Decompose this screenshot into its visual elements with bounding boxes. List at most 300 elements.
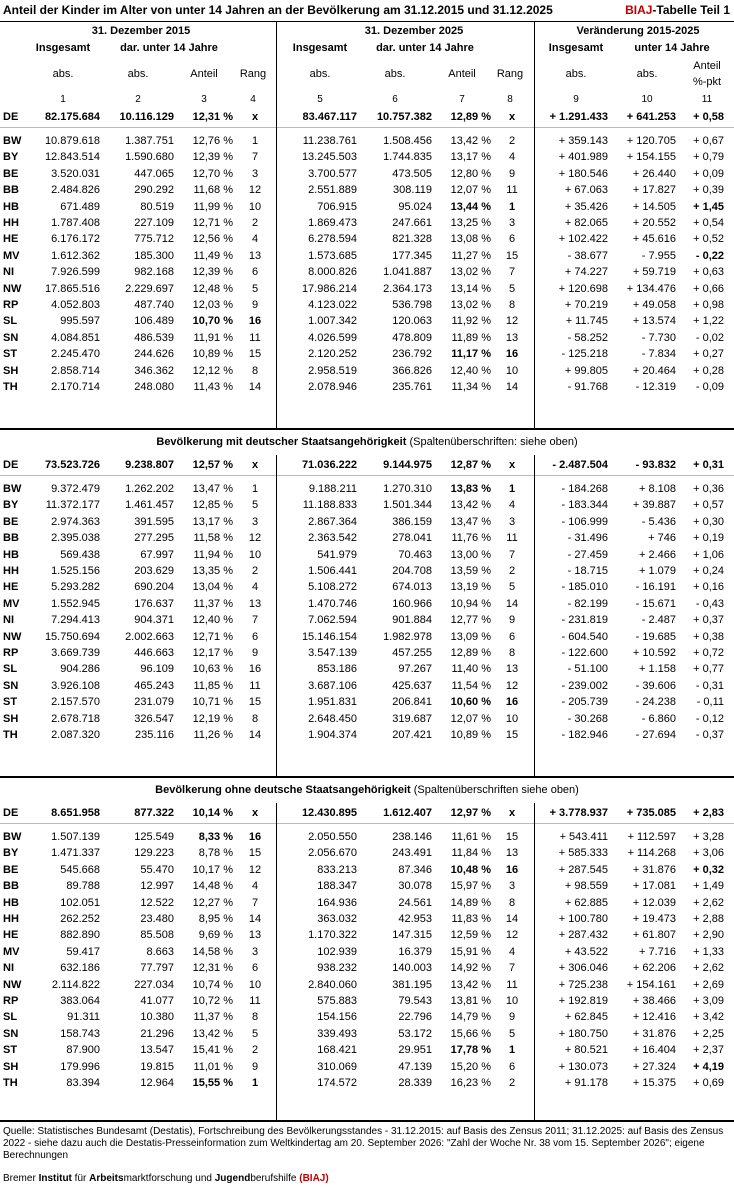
table-cell: + 12.039: [632, 896, 676, 909]
table-cell: 9.188.211: [308, 483, 357, 495]
table-cell: 12,56 %: [192, 233, 233, 246]
table-cell: + 20.464: [632, 364, 676, 377]
table-cell: + 20.552: [632, 217, 676, 229]
table-cell: + 0,98: [693, 299, 724, 311]
table-cell: 71.036.222: [301, 459, 357, 471]
table-cell: 12,59 %: [450, 929, 491, 942]
column-number: 7: [459, 94, 465, 105]
table-cell: 14: [248, 729, 262, 741]
table-row: [0, 1075, 734, 1092]
table-cell: 10,74 %: [192, 978, 233, 991]
table-cell: 11,58 %: [193, 532, 233, 545]
table-cell: + 74.227: [564, 266, 608, 279]
table-cell: + 3,06: [693, 847, 724, 860]
table-cell: 1.501.344: [383, 499, 432, 512]
row-label: BE: [3, 863, 19, 876]
table-cell: 177.345: [392, 249, 432, 262]
table-cell: + 15.375: [632, 1077, 676, 1089]
row-label: BB: [3, 532, 19, 545]
table-cell: 11,76 %: [451, 532, 491, 545]
table-row: [0, 694, 734, 711]
source-note: Quelle: Statistisches Bundesamt (Destatis), Fortschreibung des Bevölkerungsstandes - 31.12.2015: auf Basis des Zensus 2011; 31.12.2025: auf Basis des Zensus 2022 - siehe dazu auch die Destatis-Presseinformation zum Weltkindertag am 20. September 2026: "Zahl der Woche Nr. 38 vom 15. September 2026"; eigene Berechnungen: [3, 1126, 724, 1161]
table-cell: 2.078.946: [308, 381, 357, 393]
table-row: [0, 829, 734, 846]
table-cell: 9,69 %: [198, 929, 233, 942]
table-cell: + 1,33: [693, 945, 724, 958]
table-cell: 277.295: [134, 532, 174, 545]
row-label: ST: [3, 1044, 18, 1057]
table-cell: 1.270.310: [383, 483, 432, 495]
row-label: ST: [3, 696, 18, 709]
table-cell: 2.858.714: [51, 364, 100, 377]
table-cell: + 1.158: [638, 663, 676, 676]
table-cell: 59.417: [66, 945, 100, 958]
table-row: [0, 547, 734, 564]
table-cell: 22.796: [398, 1011, 432, 1024]
table-cell: 188.347: [317, 880, 357, 893]
table-cell: 53.172: [398, 1027, 432, 1040]
table-cell: 2: [251, 565, 259, 577]
table-cell: - 7.834: [641, 348, 676, 361]
table-cell: 10,48 %: [450, 863, 491, 876]
table-cell: 12.522: [140, 896, 174, 909]
table-cell: + 134.476: [626, 282, 676, 295]
table-cell: 16: [505, 348, 519, 361]
table-cell: 243.491: [392, 847, 432, 860]
table-cell: + 0,66: [693, 282, 724, 295]
table-cell: 6: [251, 630, 259, 643]
table-cell: 1.590.680: [125, 151, 174, 164]
table-cell: + 91.178: [564, 1077, 608, 1089]
table-cell: 2.678.718: [51, 712, 100, 725]
table-cell: 47.139: [398, 1060, 432, 1073]
table-cell: + 154.161: [626, 978, 676, 991]
table-cell: - 0,12: [695, 712, 724, 725]
table-row: [0, 944, 734, 961]
table-cell: - 0,11: [696, 696, 724, 709]
table-cell: 13,08 %: [450, 233, 491, 246]
table-cell: + 27.324: [632, 1060, 676, 1073]
institute-line: [3, 1173, 329, 1184]
table-row: [0, 579, 734, 596]
row-label: NI: [3, 266, 14, 279]
table-cell: + 12.416: [632, 1011, 676, 1024]
table-cell: + 130.073: [558, 1060, 608, 1073]
table-cell: 13,17 %: [450, 151, 491, 164]
table-cell: 11,54 %: [451, 679, 491, 692]
table-cell: 4.123.022: [308, 299, 357, 311]
row-label: HE: [3, 929, 19, 942]
table-row: [0, 166, 734, 183]
table-cell: 83.394: [66, 1077, 100, 1089]
table-cell: 8: [508, 896, 516, 909]
table-cell: 6.278.594: [308, 233, 357, 246]
table-cell: 5.108.272: [308, 581, 357, 594]
table-cell: 2.050.550: [308, 831, 357, 843]
table-cell: 5: [251, 1027, 259, 1040]
section-divider: [0, 428, 734, 430]
table-cell: 1.612.407: [383, 807, 432, 819]
table-cell: 203.629: [134, 565, 174, 577]
table-cell: 2: [508, 1077, 516, 1089]
table-cell: - 0,43: [695, 597, 724, 610]
table-cell: 1: [508, 483, 516, 495]
table-cell: 775.712: [134, 233, 174, 246]
table-cell: + 180.546: [558, 167, 608, 180]
table-cell: 10,17 %: [192, 863, 233, 876]
table-cell: 16.379: [398, 945, 432, 958]
table-cell: 1.525.156: [51, 565, 100, 577]
section-heading-note: (Spaltenüberschriften siehe oben): [410, 784, 579, 796]
table-cell: 4.052.803: [51, 299, 100, 311]
table-cell: 8.651.958: [51, 807, 100, 819]
table-cell: + 2,37: [693, 1044, 724, 1057]
row-label: SH: [3, 712, 19, 725]
table-cell: 12,19 %: [192, 712, 233, 725]
header-group-change: Veränderung 2015-2025: [576, 25, 700, 37]
table-row: [0, 878, 734, 895]
table-cell: 15.146.154: [301, 630, 357, 643]
table-cell: 487.740: [134, 299, 174, 311]
table-row: [0, 862, 734, 879]
table-row: [0, 264, 734, 281]
table-cell: 73.523.726: [44, 459, 100, 471]
table-cell: 12,57 %: [192, 459, 233, 471]
table-cell: 16: [505, 696, 519, 709]
table-cell: 89.788: [66, 880, 100, 893]
table-cell: 158.743: [60, 1027, 100, 1040]
table-cell: - 0,22: [695, 249, 724, 262]
table-cell: 13,14 %: [450, 282, 491, 295]
column-number: 10: [641, 94, 653, 105]
table-cell: 326.547: [134, 712, 174, 725]
table-cell: 4.026.599: [308, 331, 357, 344]
table-cell: + 0,19: [693, 532, 724, 545]
table-cell: 102.051: [60, 896, 100, 909]
table-cell: 13: [248, 597, 262, 610]
section-heading: [0, 436, 734, 448]
row-label: TH: [3, 729, 18, 741]
table-cell: 1.470.746: [308, 597, 357, 610]
table-row: [0, 182, 734, 199]
table-cell: 1.552.945: [51, 597, 100, 610]
institute-name-part: Bremer: [3, 1173, 39, 1184]
table-cell: 575.883: [317, 995, 357, 1007]
table-cell: 83.467.117: [302, 111, 357, 123]
table-cell: 853.186: [317, 663, 357, 676]
table-cell: 12,31 %: [192, 962, 233, 975]
header-rang-4: Rang: [239, 68, 267, 80]
column-number: 4: [250, 94, 256, 105]
table-cell: - 184.268: [561, 483, 608, 495]
table-cell: - 6.860: [641, 712, 676, 725]
table-cell: - 106.999: [561, 515, 608, 528]
table-cell: 1.951.831: [308, 696, 357, 709]
table-cell: 11,85 %: [193, 679, 233, 692]
table-cell: 262.252: [60, 913, 100, 925]
table-cell: - 91.768: [567, 381, 608, 393]
table-cell: + 35.426: [564, 200, 608, 213]
table-cell: 12,76 %: [192, 135, 233, 147]
table-cell: 204.708: [392, 565, 432, 577]
table-cell: 11,43 %: [193, 381, 233, 393]
table-cell: 1.573.685: [308, 249, 357, 262]
row-label: SL: [3, 663, 18, 676]
table-cell: 3.547.139: [308, 647, 357, 659]
row-label: BY: [3, 847, 19, 860]
table-cell: 30.078: [398, 880, 432, 893]
table-cell: 15,91 %: [450, 945, 491, 958]
table-cell: 8: [251, 1011, 259, 1024]
table-cell: 1: [508, 1044, 516, 1057]
table-cell: 235.761: [392, 381, 432, 393]
table-cell: + 154.155: [626, 151, 676, 164]
row-label: RP: [3, 299, 19, 311]
table-cell: + 102.422: [558, 233, 608, 246]
badge-brand: BIAJ: [625, 3, 653, 17]
table-row: [0, 281, 734, 298]
table-row: [0, 927, 734, 944]
table-cell: 12,89 %: [450, 111, 491, 123]
table-cell: + 61.807: [632, 929, 676, 942]
table-cell: 882.890: [60, 929, 100, 942]
row-label: SN: [3, 331, 19, 344]
row-label: BW: [3, 831, 22, 843]
row-label: BW: [3, 483, 22, 495]
table-cell: + 38.466: [632, 995, 676, 1007]
row-label: BB: [3, 184, 19, 197]
table-cell: 96.109: [140, 663, 174, 676]
row-label: SN: [3, 679, 19, 692]
table-cell: 12,40 %: [192, 614, 233, 627]
table-cell: 15.750.694: [44, 630, 100, 643]
table-cell: 2.002.663: [125, 630, 174, 643]
table-cell: - 185.010: [561, 581, 608, 594]
table-cell: 12.843.514: [44, 151, 100, 164]
table-cell: 2.840.060: [308, 978, 357, 991]
table-cell: - 51.100: [567, 663, 608, 676]
table-cell: 7: [251, 614, 259, 627]
table-cell: 2.648.450: [308, 712, 357, 725]
table-cell: + 62.206: [632, 962, 676, 975]
column-number: 8: [507, 94, 513, 105]
table-cell: 12.997: [140, 880, 174, 893]
table-cell: 5: [508, 282, 516, 295]
table-cell: - 16.191: [635, 581, 676, 594]
table-cell: + 359.143: [558, 135, 608, 147]
table-cell: 11,61 %: [451, 831, 491, 843]
table-cell: + 49.058: [632, 299, 676, 311]
row-label: NW: [3, 282, 22, 295]
table-row: [0, 297, 734, 314]
table-cell: - 31.496: [567, 532, 608, 545]
table-cell: 2.363.542: [308, 532, 357, 545]
table-cell: 16: [505, 863, 519, 876]
table-cell: 14,58 %: [192, 945, 233, 958]
table-cell: 11,99 %: [193, 200, 233, 213]
table-cell: 11: [249, 679, 261, 692]
table-cell: + 0,69: [693, 1077, 724, 1089]
table-cell: 7.062.594: [308, 614, 357, 627]
table-cell: 2.245.470: [51, 348, 100, 361]
header-divider: [0, 21, 734, 22]
table-cell: + 14.505: [632, 200, 676, 213]
table-cell: 12,70 %: [192, 167, 233, 180]
table-cell: + 112.597: [627, 831, 676, 843]
table-cell: 386.159: [392, 515, 432, 528]
table-cell: - 39.606: [635, 679, 676, 692]
column-number: 5: [317, 94, 323, 105]
table-cell: 425.637: [392, 679, 432, 692]
table-cell: 674.013: [392, 581, 432, 594]
table-cell: 12,39 %: [192, 266, 233, 279]
table-cell: 7: [508, 548, 516, 561]
table-cell: + 0,16: [693, 581, 724, 594]
table-cell: 12.430.895: [301, 807, 357, 819]
table-cell: 339.493: [317, 1027, 357, 1040]
table-cell: 6: [251, 266, 259, 279]
row-label: SL: [3, 1011, 18, 1024]
table-cell: - 27.694: [635, 729, 676, 741]
header-abs-10: abs.: [636, 68, 658, 80]
table-cell: 1.507.139: [51, 831, 100, 843]
row-label: NW: [3, 978, 22, 991]
table-row: [0, 711, 734, 728]
table-cell: 10: [248, 978, 262, 991]
table-row: [0, 133, 734, 150]
row-label: TH: [3, 1077, 18, 1089]
table-cell: 10,94 %: [450, 597, 491, 610]
table-cell: 290.292: [134, 184, 174, 197]
table-cell: + 114.268: [627, 847, 676, 860]
table-cell: 2.056.670: [308, 847, 357, 860]
column-number: 2: [135, 94, 141, 105]
table-cell: 15: [248, 348, 262, 361]
table-cell: - 125.218: [561, 348, 608, 361]
header-unter14-3: unter 14 Jahre: [634, 42, 710, 54]
table-cell: - 0,31: [695, 679, 724, 692]
table-cell: - 15.671: [635, 597, 676, 610]
table-cell: 904.371: [134, 614, 174, 627]
row-label: HB: [3, 548, 19, 561]
table-cell: + 641.253: [626, 111, 676, 123]
table-cell: + 120.698: [558, 282, 608, 295]
table-cell: 10: [505, 995, 519, 1007]
table-row: [0, 514, 734, 531]
table-cell: 11,91 %: [193, 331, 233, 344]
table-cell: 6: [508, 1060, 516, 1073]
table-cell: 12,40 %: [450, 364, 491, 377]
table-cell: 2.974.363: [51, 515, 100, 528]
table-cell: 15,97 %: [450, 880, 491, 893]
table-cell: 11,94 %: [193, 548, 233, 561]
table-cell: 3.520.031: [51, 167, 100, 180]
table-cell: 2.170.714: [51, 381, 100, 393]
table-cell: + 98.559: [564, 880, 608, 893]
table-cell: 14: [505, 913, 519, 925]
table-cell: 87.900: [66, 1044, 100, 1057]
table-cell: 8,95 %: [198, 913, 233, 925]
table-cell: 9: [508, 1011, 516, 1024]
table-row-total: [0, 805, 734, 822]
table-cell: - 2.487.504: [552, 459, 608, 471]
table-cell: 1.461.457: [125, 499, 174, 512]
table-cell: 14: [248, 913, 262, 925]
header-anteil-11: Anteil: [693, 60, 721, 72]
row-label: HH: [3, 217, 19, 229]
table-cell: + 4,19: [693, 1060, 724, 1073]
row-label: ST: [3, 348, 18, 361]
table-cell: 1.982.978: [383, 630, 432, 643]
table-cell: + 0,32: [693, 863, 724, 876]
column-divider: [276, 455, 277, 776]
table-cell: 10,60 %: [450, 696, 491, 709]
table-cell: 13: [248, 929, 262, 942]
table-cell: + 287.432: [558, 929, 608, 942]
table-cell: 16: [248, 663, 262, 676]
table-cell: 15: [248, 847, 262, 860]
table-cell: 12,03 %: [192, 299, 233, 311]
header-abs-9: abs.: [565, 68, 587, 80]
table-cell: 2.958.519: [308, 364, 357, 377]
table-cell: 3: [251, 167, 259, 180]
table-cell: 12: [248, 532, 262, 545]
row-label: BE: [3, 515, 19, 528]
table-cell: 938.232: [317, 962, 357, 975]
table-cell: 14,89 %: [450, 896, 491, 909]
table-cell: + 45.616: [632, 233, 676, 246]
row-label: NW: [3, 630, 22, 643]
table-cell: 235.116: [135, 729, 174, 741]
table-cell: 995.597: [60, 315, 100, 328]
table-cell: + 2.466: [638, 548, 676, 561]
table-cell: 1.744.835: [383, 151, 432, 164]
table-cell: 160.966: [392, 597, 432, 610]
header-dar14-2: dar. unter 14 Jahre: [376, 42, 474, 54]
table-cell: 11,34 %: [451, 381, 491, 393]
table-cell: + 0,63: [693, 266, 724, 279]
table-cell: + 43.522: [564, 945, 608, 958]
header-abs-1: abs.: [52, 68, 74, 80]
table-cell: 308.119: [393, 184, 432, 197]
table-cell: + 10.592: [632, 647, 676, 659]
table-cell: 13,35 %: [192, 565, 233, 577]
institute-name-part: marktforschung und: [123, 1173, 215, 1184]
table-cell: 1.506.441: [308, 565, 357, 577]
table-cell: 486.539: [134, 331, 174, 344]
table-cell: 10: [248, 548, 262, 561]
table-cell: + 287.545: [558, 863, 608, 876]
table-cell: - 0,02: [695, 331, 724, 344]
header-abs-6: abs.: [384, 68, 406, 80]
column-divider: [534, 803, 535, 1120]
table-cell: 125.549: [134, 831, 174, 843]
row-label: SH: [3, 1060, 19, 1073]
table-cell: 3.700.577: [308, 167, 357, 180]
column-number: 9: [573, 94, 579, 105]
table-cell: 690.204: [134, 581, 174, 594]
table-cell: 102.939: [317, 945, 357, 958]
table-cell: 1: [251, 135, 259, 147]
table-cell: 3: [508, 880, 516, 893]
table-cell: 7.294.413: [51, 614, 100, 627]
table-cell: 87.346: [398, 863, 432, 876]
table-cell: 16: [248, 315, 262, 328]
table-cell: + 1.079: [638, 565, 676, 577]
table-cell: + 192.819: [558, 995, 608, 1007]
header-insgesamt-3: Insgesamt: [548, 42, 604, 54]
table-cell: x: [508, 459, 516, 471]
